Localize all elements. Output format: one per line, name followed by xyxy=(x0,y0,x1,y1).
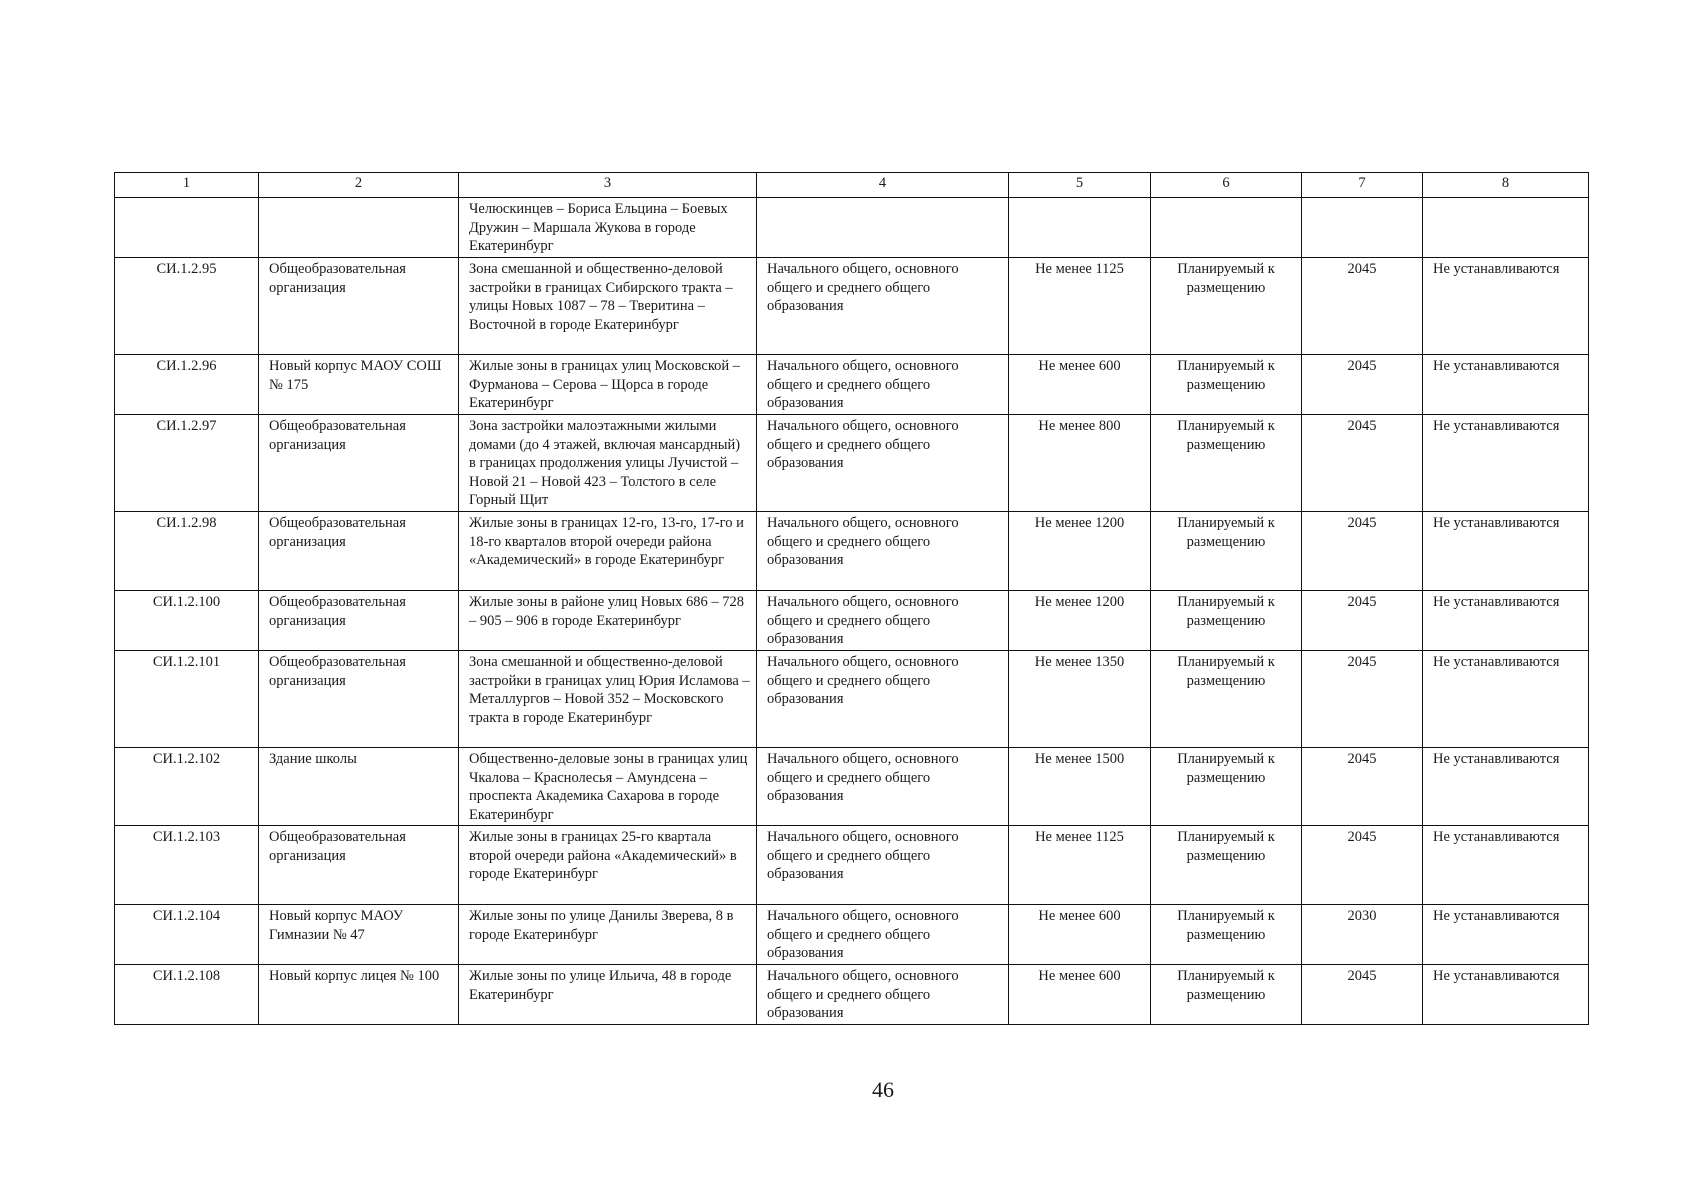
cell-object-name xyxy=(259,198,459,258)
cell-year: 2045 xyxy=(1302,748,1423,826)
facilities-table xyxy=(114,172,1589,1025)
cell-zone-restrictions: Не устанавливаются xyxy=(1423,355,1589,415)
cell-location: Жилые зоны по улице Ильича, 48 в городе Екатеринбург xyxy=(459,965,757,1025)
cell-status: Планируемый к размещению xyxy=(1151,826,1302,905)
cell-object-name: Новый корпус МАОУ СОШ № 175 xyxy=(259,355,459,415)
cell-education-level: Начального общего, основного общего и среднего общего образования xyxy=(757,965,1009,1025)
cell-education-level: Начального общего, основного общего и среднего общего образования xyxy=(757,905,1009,965)
cell-education-level: Начального общего, основного общего и среднего общего образования xyxy=(757,355,1009,415)
cell-status: Планируемый к размещению xyxy=(1151,591,1302,651)
cell-education-level: Начального общего, основного общего и среднего общего образования xyxy=(757,748,1009,826)
cell-object-code xyxy=(115,198,259,258)
header-col-3: 3 xyxy=(459,173,757,198)
cell-object-code: СИ.1.2.108 xyxy=(115,965,259,1025)
cell-capacity: Не менее 1125 xyxy=(1009,826,1151,905)
cell-status: Планируемый к размещению xyxy=(1151,905,1302,965)
cell-education-level: Начального общего, основного общего и среднего общего образования xyxy=(757,512,1009,591)
table-row xyxy=(115,198,1589,258)
cell-zone-restrictions: Не устанавливаются xyxy=(1423,965,1589,1025)
cell-zone-restrictions: Не устанавливаются xyxy=(1423,258,1589,355)
cell-year: 2045 xyxy=(1302,651,1423,748)
cell-object-code: СИ.1.2.102 xyxy=(115,748,259,826)
table-row xyxy=(115,591,1589,651)
cell-status xyxy=(1151,198,1302,258)
cell-status: Планируемый к размещению xyxy=(1151,258,1302,355)
table-row xyxy=(115,415,1589,512)
cell-status: Планируемый к размещению xyxy=(1151,415,1302,512)
cell-education-level: Начального общего, основного общего и среднего общего образования xyxy=(757,826,1009,905)
cell-zone-restrictions: Не устанавливаются xyxy=(1423,651,1589,748)
table-row xyxy=(115,651,1589,748)
table-row xyxy=(115,512,1589,591)
cell-education-level: Начального общего, основного общего и среднего общего образования xyxy=(757,415,1009,512)
cell-object-name: Общеобразовательная организация xyxy=(259,415,459,512)
table-row xyxy=(115,355,1589,415)
cell-capacity: Не менее 600 xyxy=(1009,905,1151,965)
cell-zone-restrictions: Не устанавливаются xyxy=(1423,905,1589,965)
cell-zone-restrictions: Не устанавливаются xyxy=(1423,415,1589,512)
cell-location: Зона застройки малоэтажными жилыми домами (до 4 этажей, включая мансардный) в границах продолжения улицы Лучистой – Новой 21 – Новой 423 – Толстого в селе Горный Щит xyxy=(459,415,757,512)
table-row xyxy=(115,965,1589,1025)
table-body xyxy=(115,198,1589,1025)
cell-zone-restrictions xyxy=(1423,198,1589,258)
cell-object-code: СИ.1.2.104 xyxy=(115,905,259,965)
cell-year: 2045 xyxy=(1302,415,1423,512)
cell-education-level: Начального общего, основного общего и среднего общего образования xyxy=(757,591,1009,651)
cell-object-name: Новый корпус лицея № 100 xyxy=(259,965,459,1025)
header-col-4: 4 xyxy=(757,173,1009,198)
cell-object-name: Новый корпус МАОУ Гимназии № 47 xyxy=(259,905,459,965)
header-row xyxy=(115,173,1589,198)
cell-year: 2045 xyxy=(1302,258,1423,355)
cell-year: 2045 xyxy=(1302,826,1423,905)
cell-capacity: Не менее 1200 xyxy=(1009,591,1151,651)
cell-status: Планируемый к размещению xyxy=(1151,748,1302,826)
cell-location: Челюскинцев – Бориса Ельцина – Боевых Дружин – Маршала Жукова в городе Екатеринбург xyxy=(459,198,757,258)
cell-status: Планируемый к размещению xyxy=(1151,651,1302,748)
header-col-1: 1 xyxy=(115,173,259,198)
cell-year xyxy=(1302,198,1423,258)
cell-education-level: Начального общего, основного общего и среднего общего образования xyxy=(757,651,1009,748)
cell-year: 2045 xyxy=(1302,512,1423,591)
cell-status: Планируемый к размещению xyxy=(1151,965,1302,1025)
cell-object-code: СИ.1.2.100 xyxy=(115,591,259,651)
cell-capacity: Не менее 1350 xyxy=(1009,651,1151,748)
cell-location: Жилые зоны в границах 12-го, 13-го, 17-го и 18-го кварталов второй очереди района «Академический» в городе Екатеринбург xyxy=(459,512,757,591)
cell-object-name: Общеобразовательная организация xyxy=(259,826,459,905)
cell-status: Планируемый к размещению xyxy=(1151,355,1302,415)
cell-object-name: Общеобразовательная организация xyxy=(259,591,459,651)
cell-capacity: Не менее 600 xyxy=(1009,965,1151,1025)
cell-zone-restrictions: Не устанавливаются xyxy=(1423,826,1589,905)
cell-location: Жилые зоны в границах 25-го квартала второй очереди района «Академический» в городе Екатеринбург xyxy=(459,826,757,905)
header-col-5: 5 xyxy=(1009,173,1151,198)
cell-zone-restrictions: Не устанавливаются xyxy=(1423,512,1589,591)
header-col-6: 6 xyxy=(1151,173,1302,198)
cell-object-name: Общеобразовательная организация xyxy=(259,512,459,591)
cell-object-code: СИ.1.2.98 xyxy=(115,512,259,591)
cell-object-code: СИ.1.2.95 xyxy=(115,258,259,355)
cell-capacity: Не менее 1500 xyxy=(1009,748,1151,826)
cell-capacity: Не менее 1125 xyxy=(1009,258,1151,355)
cell-year: 2045 xyxy=(1302,355,1423,415)
cell-capacity: Не менее 800 xyxy=(1009,415,1151,512)
cell-location: Зона смешанной и общественно-деловой застройки в границах улиц Юрия Исламова – Металлургов – Новой 352 – Московского тракта в городе Екатеринбург xyxy=(459,651,757,748)
cell-location: Жилые зоны в районе улиц Новых 686 – 728 – 905 – 906 в городе Екатеринбург xyxy=(459,591,757,651)
table-row xyxy=(115,905,1589,965)
header-col-7: 7 xyxy=(1302,173,1423,198)
cell-year: 2045 xyxy=(1302,965,1423,1025)
cell-location: Зона смешанной и общественно-деловой застройки в границах Сибирского тракта – улицы Новых 1087 – 78 – Тверитина – Восточной в городе Екатеринбург xyxy=(459,258,757,355)
cell-capacity: Не менее 600 xyxy=(1009,355,1151,415)
cell-location: Общественно-деловые зоны в границах улиц Чкалова – Краснолесья – Амундсена – проспекта Академика Сахарова в городе Екатеринбург xyxy=(459,748,757,826)
page-number: 46 xyxy=(872,1077,894,1102)
table-row xyxy=(115,748,1589,826)
cell-year: 2030 xyxy=(1302,905,1423,965)
cell-location: Жилые зоны в границах улиц Московской – Фурманова – Серова – Щорса в городе Екатеринбург xyxy=(459,355,757,415)
cell-object-name: Общеобразовательная организация xyxy=(259,258,459,355)
cell-object-name: Здание школы xyxy=(259,748,459,826)
cell-status: Планируемый к размещению xyxy=(1151,512,1302,591)
cell-location: Жилые зоны по улице Данилы Зверева, 8 в городе Екатеринбург xyxy=(459,905,757,965)
cell-year: 2045 xyxy=(1302,591,1423,651)
cell-education-level: Начального общего, основного общего и среднего общего образования xyxy=(757,258,1009,355)
table-row xyxy=(115,826,1589,905)
cell-object-name: Общеобразовательная организация xyxy=(259,651,459,748)
cell-object-code: СИ.1.2.103 xyxy=(115,826,259,905)
header-col-2: 2 xyxy=(259,173,459,198)
header-col-8: 8 xyxy=(1423,173,1589,198)
cell-object-code: СИ.1.2.97 xyxy=(115,415,259,512)
cell-capacity xyxy=(1009,198,1151,258)
cell-object-code: СИ.1.2.101 xyxy=(115,651,259,748)
cell-zone-restrictions: Не устанавливаются xyxy=(1423,748,1589,826)
table-row xyxy=(115,258,1589,355)
cell-capacity: Не менее 1200 xyxy=(1009,512,1151,591)
cell-education-level xyxy=(757,198,1009,258)
cell-object-code: СИ.1.2.96 xyxy=(115,355,259,415)
cell-zone-restrictions: Не устанавливаются xyxy=(1423,591,1589,651)
